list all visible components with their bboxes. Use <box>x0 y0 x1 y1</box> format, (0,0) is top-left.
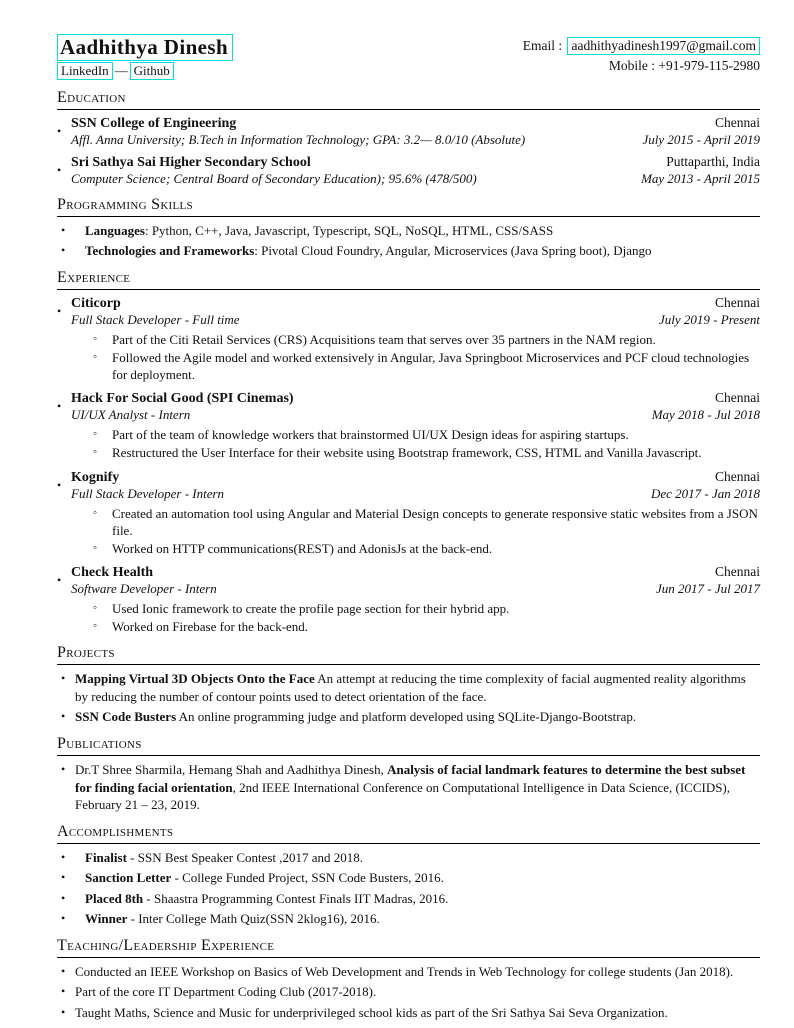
accomplishment-label: Winner <box>85 911 128 927</box>
section-title-education: Education <box>57 89 760 110</box>
accomplishment-label: Finalist <box>85 849 127 865</box>
detail-text: Created an automation tool using Angular and Material Design concepts to generate responsive static websites from a JSON file. <box>112 505 758 538</box>
project-item <box>57 708 760 726</box>
section-skills <box>57 196 760 260</box>
publication-venue: , 2nd IEEE International Conference on Computational Intelligence in Data Science, (ICCIDS), February 21 – 23, 2019. <box>75 779 731 813</box>
detail-text: Followed the Agile model and worked extensively in Angular, Java Springboot Microservices and PCF cloud technologies for deployment. <box>112 349 750 383</box>
bullet-icon: • <box>57 477 62 492</box>
contact-email-row <box>523 36 760 56</box>
role-title: Full Stack Developer - Intern <box>71 485 225 501</box>
experience-entry <box>57 564 760 635</box>
project-item <box>57 670 760 705</box>
experience-entry <box>57 469 760 557</box>
bullet-icon: • <box>61 762 66 777</box>
section-title-accomplishments: Accomplishments <box>57 823 760 844</box>
role-dates: Dec 2017 - Jan 2018 <box>650 485 760 501</box>
skill-item <box>57 222 760 240</box>
company-location: Chennai <box>715 564 760 580</box>
mobile-value: +91-979-115-2980 <box>658 57 760 73</box>
bullet-icon: • <box>61 963 66 978</box>
teaching-item <box>57 983 760 1001</box>
school-name: SSN College of Engineering <box>71 115 237 131</box>
detail-text: Restructured the User Interface for their website using Bootstrap framework, CSS, HTML and Vanilla Javascript. <box>112 445 702 461</box>
experience-detail-item <box>93 600 760 617</box>
section-title-teaching: Teaching/Leadership Experience <box>57 937 760 958</box>
subbullet-icon: ◦ <box>93 541 98 554</box>
subbullet-icon: ◦ <box>93 506 98 519</box>
role-title: Software Developer - Intern <box>71 581 217 597</box>
section-projects <box>57 644 760 726</box>
role-dates: May 2018 - Jul 2018 <box>651 407 760 423</box>
role-dates: Jun 2017 - Jul 2017 <box>656 581 760 597</box>
bullet-icon: • <box>57 573 62 588</box>
links-row <box>57 62 233 80</box>
linkedin-link[interactable]: LinkedIn <box>57 62 113 80</box>
section-title-publications: Publications <box>57 735 760 756</box>
company-name: Citicorp <box>71 295 121 311</box>
publication-title: Analysis of facial landmark features to determine the best subset for finding facial orientation <box>75 762 746 795</box>
bullet-icon: • <box>57 123 62 138</box>
email-link[interactable]: aadhithyadinesh1997@gmail.com <box>567 37 760 55</box>
detail-text: Part of the team of knowledge workers that brainstormed UI/UX Design ideas for aspiring startups. <box>112 427 629 443</box>
role-title: UI/UX Analyst - Intern <box>71 407 191 423</box>
mobile-label: Mobile : <box>608 57 656 73</box>
bullet-icon: • <box>61 1004 66 1019</box>
subbullet-icon: ◦ <box>93 620 98 633</box>
detail-text: Part of the Citi Retail Services (CRS) Acquisitions team that serves over 35 partners in the NAM region. <box>112 331 656 347</box>
school-dates: May 2013 - April 2015 <box>641 170 760 186</box>
experience-detail-item <box>93 349 760 383</box>
bullet-icon: • <box>61 709 66 724</box>
role-dates: July 2019 - Present <box>659 311 760 327</box>
skill-label: Languages <box>85 222 145 238</box>
email-label: Email : <box>522 38 563 53</box>
accomplishment-text: - Inter College Math Quiz(SSN 2klog16), 2016. <box>127 911 380 927</box>
experience-entry <box>57 295 760 383</box>
school-subtitle: Affl. Anna University; B.Tech in Information Technology; GPA: 3.2— 8.0/10 (Absolute) <box>71 131 526 147</box>
school-location: Puttaparthi, India <box>666 153 760 169</box>
name-link[interactable] <box>57 34 233 61</box>
header <box>57 34 760 80</box>
company-name: Check Health <box>71 565 154 581</box>
detail-text: Worked on Firebase for the back-end. <box>112 619 309 635</box>
school-name: Sri Sathya Sai Higher Secondary School <box>71 154 311 170</box>
experience-detail-item <box>93 444 760 461</box>
bullet-icon: • <box>57 162 62 177</box>
project-title: Mapping Virtual 3D Objects Onto the Face <box>75 671 315 687</box>
subbullet-icon: ◦ <box>93 602 98 615</box>
subbullet-icon: ◦ <box>93 446 98 459</box>
name-text: Aadhithya Dinesh <box>60 35 229 59</box>
bullet-icon: • <box>61 671 66 686</box>
section-publications <box>57 735 760 814</box>
experience-detail-item <box>93 540 760 557</box>
bullet-icon: • <box>61 984 66 999</box>
teaching-text: Part of the core IT Department Coding Club (2017-2018). <box>75 984 377 1000</box>
github-link[interactable]: Github <box>130 62 174 80</box>
bullet-icon: • <box>61 849 66 864</box>
accomplishment-label: Sanction Letter <box>85 870 172 886</box>
bullet-icon: • <box>61 890 66 905</box>
links-separator: — <box>114 63 128 79</box>
accomplishment-item <box>57 890 760 908</box>
skill-text: : Pivotal Cloud Foundry, Angular, Microservices (Java Spring boot), Django <box>254 243 652 259</box>
detail-text: Used Ionic framework to create the profile page section for their hybrid app. <box>112 601 510 617</box>
experience-detail-item <box>93 618 760 635</box>
bullet-icon: • <box>61 222 66 237</box>
education-entry <box>57 154 760 187</box>
company-location: Chennai <box>715 468 760 484</box>
company-name: Hack For Social Good (SPI Cinemas) <box>71 391 294 407</box>
accomplishment-label: Placed 8th <box>85 890 144 906</box>
accomplishment-text: - College Funded Project, SSN Code Busters, 2016. <box>171 870 444 886</box>
publication-authors: Dr.T Shree Sharmila, Hemang Shah and Aadhithya Dinesh, <box>75 762 388 778</box>
experience-detail-item <box>93 331 760 348</box>
bullet-icon: • <box>61 243 66 258</box>
header-right <box>523 34 760 75</box>
section-teaching <box>57 937 760 1022</box>
teaching-text: Conducted an IEEE Workshop on Basics of Web Development and Trends in Web Technology for college students (Jan 2018). <box>75 963 734 979</box>
experience-detail-item <box>93 426 760 443</box>
company-location: Chennai <box>715 294 760 310</box>
skill-label: Technologies and Frameworks <box>85 243 255 259</box>
section-title-experience: Experience <box>57 269 760 290</box>
section-experience <box>57 269 760 636</box>
accomplishment-item <box>57 849 760 867</box>
project-title: SSN Code Busters <box>75 709 177 725</box>
project-description: An online programming judge and platform developed using SQLite-Django-Bootstrap. <box>176 709 637 725</box>
teaching-item <box>57 1004 760 1022</box>
accomplishment-item <box>57 869 760 887</box>
bullet-icon: • <box>61 870 66 885</box>
section-accomplishments <box>57 823 760 928</box>
education-entry <box>57 115 760 148</box>
bullet-icon: • <box>61 911 66 926</box>
accomplishment-text: - Shaastra Programming Contest Finals IIT Madras, 2016. <box>143 890 449 906</box>
skill-text: : Python, C++, Java, Javascript, Typescript, SQL, NoSQL, HTML, CSS/SASS <box>144 222 554 238</box>
school-dates: July 2015 - April 2019 <box>642 131 760 147</box>
company-name: Kognify <box>71 469 120 485</box>
company-location: Chennai <box>715 390 760 406</box>
contact-mobile-row <box>523 56 760 76</box>
school-subtitle: Computer Science; Central Board of Secondary Education); 95.6% (478/500) <box>71 170 477 186</box>
bullet-icon: • <box>57 303 62 318</box>
accomplishment-text: - SSN Best Speaker Contest ,2017 and 2018. <box>126 849 364 865</box>
experience-entry <box>57 390 760 461</box>
publication-item <box>57 761 760 814</box>
teaching-text: Taught Maths, Science and Music for underprivileged school kids as part of the Sri Sathya Sai Seva Organization. <box>75 1004 668 1020</box>
subbullet-icon: ◦ <box>93 350 98 363</box>
section-education <box>57 89 760 187</box>
experience-detail-item <box>93 505 760 539</box>
school-location: Chennai <box>715 114 760 130</box>
detail-text: Worked on HTTP communications(REST) and AdonisJs at the back-end. <box>112 540 493 556</box>
skill-item <box>57 242 760 260</box>
teaching-item <box>57 963 760 981</box>
role-title: Full Stack Developer - Full time <box>71 311 240 327</box>
accomplishment-item <box>57 910 760 928</box>
section-title-projects: Projects <box>57 644 760 665</box>
section-title-skills: Programming Skills <box>57 196 760 217</box>
header-left <box>57 34 233 80</box>
project-description: An attempt at reducing the time complexity of facial augmented reality algorithms by reducing the number of contour points used to detect orientation of the face. <box>75 671 746 704</box>
subbullet-icon: ◦ <box>93 332 98 345</box>
subbullet-icon: ◦ <box>93 428 98 441</box>
bullet-icon: • <box>57 399 62 414</box>
